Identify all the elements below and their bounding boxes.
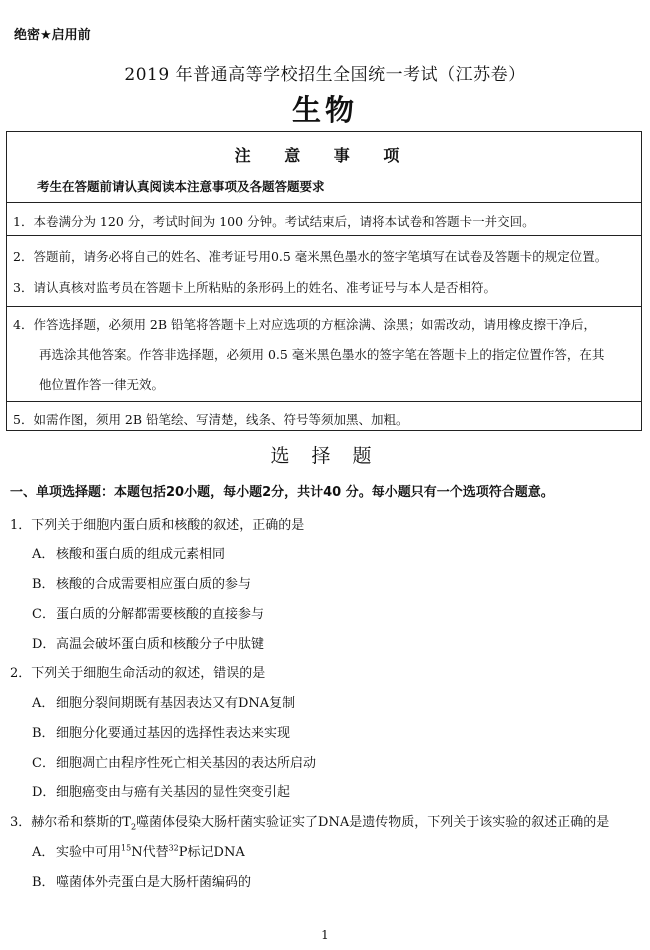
question-1-option-c: C．蛋白质的分解都需要核酸的直接参与 [32, 607, 265, 622]
notice-divider [7, 235, 641, 236]
notice-item-4-cont: 再选涂其他答案。作答非选择题，必须用 0.5 毫米黑色墨水的签字笔在答题卡上的指定位置作答，在其 [39, 347, 605, 362]
question-1-option-b: B．核酸的合成需要相应蛋白质的参与 [32, 577, 252, 592]
question-2-option-a: A． 细胞分裂间期既有基因表达又有DNA复制 [32, 696, 296, 711]
notice-divider [7, 306, 641, 307]
notice-item-4: 4．作答选择题，必须用 2B 铅笔将答题卡上对应选项的方框涂满、涂黑；如需改动，请用橡皮擦干净后， [13, 317, 597, 332]
notice-item-4-cont: 他位置作答一律无效。 [39, 377, 165, 392]
question-1-stem: 1．下列关于细胞内蛋白质和核酸的叙述，正确的是 [10, 518, 305, 533]
notice-divider [7, 202, 641, 203]
notice-subtitle: 考生在答题前请认真阅读本注意事项及各题答题要求 [37, 179, 325, 194]
question-1-option-d: D．高温会破坏蛋白质和核酸分子中肽键 [32, 637, 265, 652]
page-number: 1 [321, 928, 329, 942]
question-2-option-c: C．细胞凋亡由程序性死亡相关基因的表达所启动 [32, 756, 317, 771]
exam-title: 2019 年普通高等学校招生全国统一考试（江苏卷） [124, 65, 526, 85]
notice-box [6, 131, 642, 431]
question-2-stem: 2．下列关于细胞生命活动的叙述，错误的是 [10, 666, 266, 681]
notice-title: 注 意 事 项 [234, 146, 414, 165]
question-3-stem: 3．赫尔希和蔡斯的$T_2$噬菌体侵染大肠杆菌实验证实了DNA是遗传物质，下列关于该实验的叙述正确的是 [10, 815, 610, 832]
question-2-option-d: D．细胞癌变由与癌有关基因的显性突变引起 [32, 785, 291, 800]
notice-divider [7, 401, 641, 402]
notice-item-5: 5．如需作图，须用 2B 铅笔绘、写清楚，线条、符号等须加黑、加粗。 [13, 412, 409, 427]
question-3-option-b: B．噬菌体外壳蛋白是大肠杆菌编码的 [32, 875, 252, 890]
notice-item-2: 2．答题前，请务必将自己的姓名、准考证号用0.5 毫米黑色墨水的签字笔填写在试卷及答题卡的规定位置。 [13, 249, 608, 264]
notice-item-1: 1．本卷满分为 120 分，考试时间为 100 分钟。考试结束后，请将本试卷和答题卡一并交回。 [13, 214, 535, 229]
subject-title: 生物 [291, 93, 358, 127]
question-1-option-a: A． 核酸和蛋白质的组成元素相同 [32, 547, 226, 562]
question-3-option-a: A． 实验中可用$^{15}$N代替$^{32}$P标记DNA [32, 843, 245, 860]
confidential-label: 绝密★启用前 [14, 28, 91, 43]
part-heading: 一、单项选择题：本题包括20小题，每小题2分，共计40 分。每小题只有一个选项符合题意。 [10, 485, 554, 500]
question-2-option-b: B．细胞分化要通过基因的选择性表达来实现 [32, 726, 291, 741]
section-title: 选 择 题 [270, 445, 380, 467]
notice-item-3: 3．请认真核对监考员在答题卡上所粘贴的条形码上的姓名、准考证号与本人是否相符。 [13, 280, 496, 295]
